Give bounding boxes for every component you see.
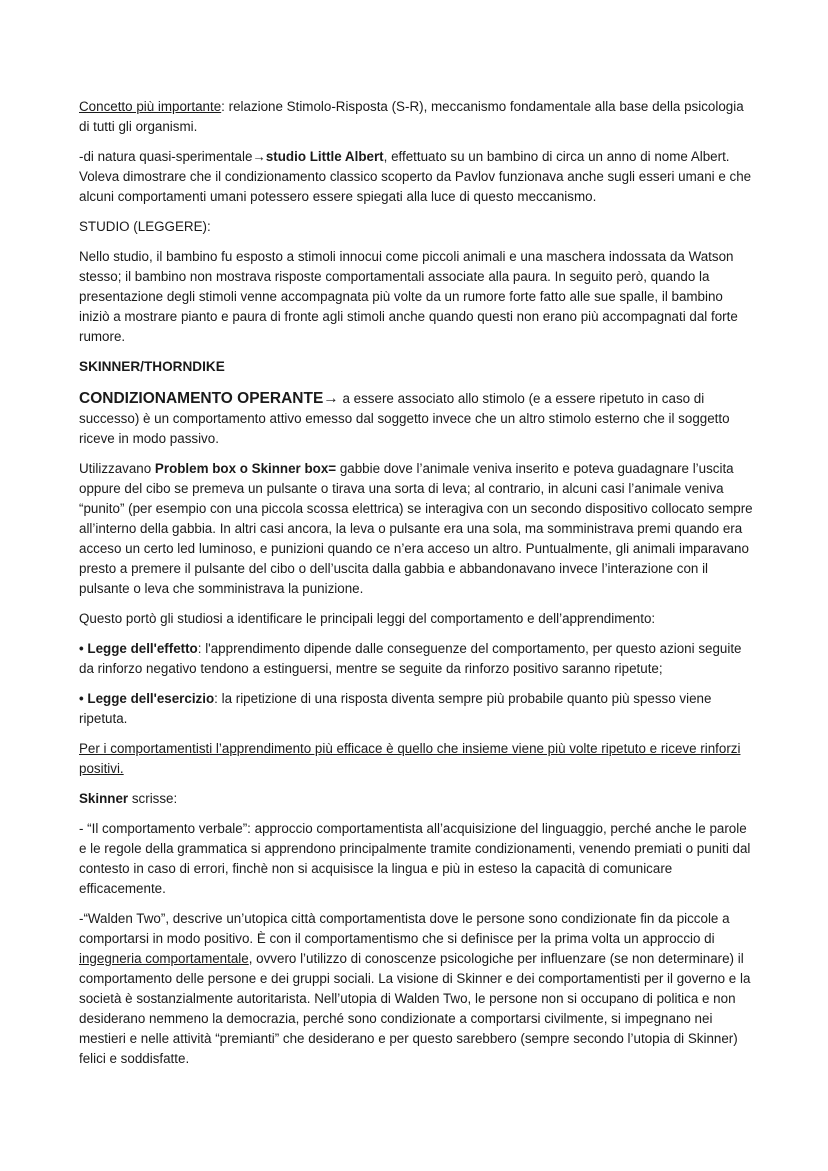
skinner-name: Skinner [79, 791, 129, 806]
bullet-icon: • [79, 691, 88, 706]
main-concept-text: : relazione Stimolo-Risposta (S-R), meccanismo fondamentale alla base della psicologia di tutti gli organismi. [79, 99, 744, 134]
law-of-exercise-text: : la ripetizione di una risposta diventa sempre più probabile quanto più spesso viene ripetuta. [79, 691, 712, 726]
paragraph-laws-intro: Questo portò gli studiosi a identificare le principali leggi del comportamento e dell’apprendimento: [79, 611, 656, 626]
paragraph-main-concept [79, 97, 754, 137]
operant-conditioning-title: CONDIZIONAMENTO OPERANTE [79, 390, 324, 407]
skinner-box-lead: Utilizzavano [79, 461, 155, 476]
skinner-wrote-text: scrisse: [128, 791, 178, 806]
skinner-box-title: Problem box o Skinner box= [154, 461, 337, 476]
law-of-exercise-title: Legge dell'esercizio [87, 691, 215, 706]
paragraph-skinner-wrote [79, 789, 754, 809]
paragraph-little-albert [79, 147, 754, 207]
list-item-law-of-effect [79, 639, 754, 679]
behavioral-engineering-term: ingegneria comportamentale [79, 951, 249, 966]
paragraph-verbal-behavior: - “Il comportamento verbale”: approccio comportamentista all’acquisizione del linguaggio, perché anche le parole e le regole della grammatica si apprendono principalmente tramite condizionamenti, venendo premiati o puniti dal contesto in caso di errori, finchè non si acquisisce la lingua e più in esteso la capacità di comunicare efficacemente. [79, 821, 751, 896]
little-albert-title: studio Little Albert [265, 149, 384, 164]
section-heading-skinner-thorndike: SKINNER/THORNDIKE [79, 359, 225, 374]
law-of-effect-text: : l'apprendimento dipende dalle conseguenze del comportamento, per questo azioni seguite da rinforzo negativo tendono a estinguersi, mentre se seguite da rinforzo positivo saranno ripetute; [79, 641, 742, 676]
walden-two-lead: -“Walden Two”, descrive un’utopica città comportamentista dove le persone sono condizionate fin da piccole a comportarsi in modo positivo. È con il comportamentismo che si definisce per la prima volta un approccio di [79, 911, 730, 946]
law-of-effect-title: Legge dell'effetto [87, 641, 198, 656]
paragraph-skinner-box [79, 459, 754, 599]
skinner-box-text: gabbie dove l’animale veniva inserito e poteva guadagnare l’uscita oppure del cibo se premeva un pulsante o tirava una sorta di leva; al contrario, in alcuni casi l’animale veniva “punito” (per esempio con una piccola scossa elettrica) se interagiva con un secondo dispositivo collocato sempre all’interno della gabbia. In altri casi ancora, la leva o pulsante era una sola, ma somministrava premi quando era acceso un certo led luminoso, e punizioni quando ce n’era acceso un altro. Puntualmente, gli animali imparavano presto a premere il pulsante del cibo o dell’uscita dalla gabbia e abbandonavano invece l’interazione con il pulsante o leva che somministrava la punizione. [79, 461, 753, 596]
right-arrow-icon: → [252, 149, 266, 164]
paragraph-walden-two [79, 909, 754, 1069]
little-albert-text: , effettuato su un bambino di circa un anno di nome Albert. Voleva dimostrare che il condizionamento classico scoperto da Pavlov funzionava anche sugli esseri umani e che alcuni comportamenti umani potessero essere spiegati alla luce di questo meccanismo. [79, 149, 752, 204]
list-item-law-of-exercise [79, 689, 754, 729]
little-albert-lead: -di natura quasi-sperimentale [79, 149, 253, 164]
study-label: STUDIO (LEGGERE): [79, 219, 211, 234]
walden-two-text: , ovvero l’utilizzo di conoscenze psicologiche per influenzare (se non determinare) il comportamento delle persone e dei gruppi sociali. La visione di Skinner e dei comportamentisti per il governo e la società è sostanzialmente autoritarista. Nell’utopia di Walden Two, le persone non si occupano di politica e non desiderano nemmeno la democrazia, perché sono condizionate a comportarsi civilmente, si impegnano nei mestieri e nelle attività “premianti” che desiderano e per questo sarebbero (sempre secondo l’utopia di Skinner) felici e soddisfatte. [79, 951, 751, 1066]
document-page [79, 97, 754, 1079]
operant-conditioning-text: a essere associato allo stimolo (e a essere ripetuto in caso di successo) è un comportamento attivo emesso dal soggetto invece che un altro stimolo esterno che il soggetto riceve in modo passivo. [79, 391, 730, 446]
right-arrow-icon: → [323, 390, 339, 407]
paragraph-operant-conditioning [79, 389, 754, 449]
paragraph-effective-learning: Per i comportamentisti l’apprendimento più efficace è quello che insieme viene più volte ripetuto e riceve rinforzi positivi. [79, 741, 741, 776]
bullet-icon: • [79, 641, 88, 656]
main-concept-label: Concetto più importante [79, 99, 222, 114]
paragraph-study: Nello studio, il bambino fu esposto a stimoli innocui come piccoli animali e una maschera indossata da Watson stesso; il bambino non mostrava risposte comportamentali associate alla paura. In seguito però, quando la presentazione degli stimoli venne accompagnata più volte da un rumore forte fatto alle sue spalle, il bambino iniziò a mostrare pianto e paura di fronte agli stimoli anche quando questi non erano più accompagnati dal forte rumore. [79, 249, 738, 344]
